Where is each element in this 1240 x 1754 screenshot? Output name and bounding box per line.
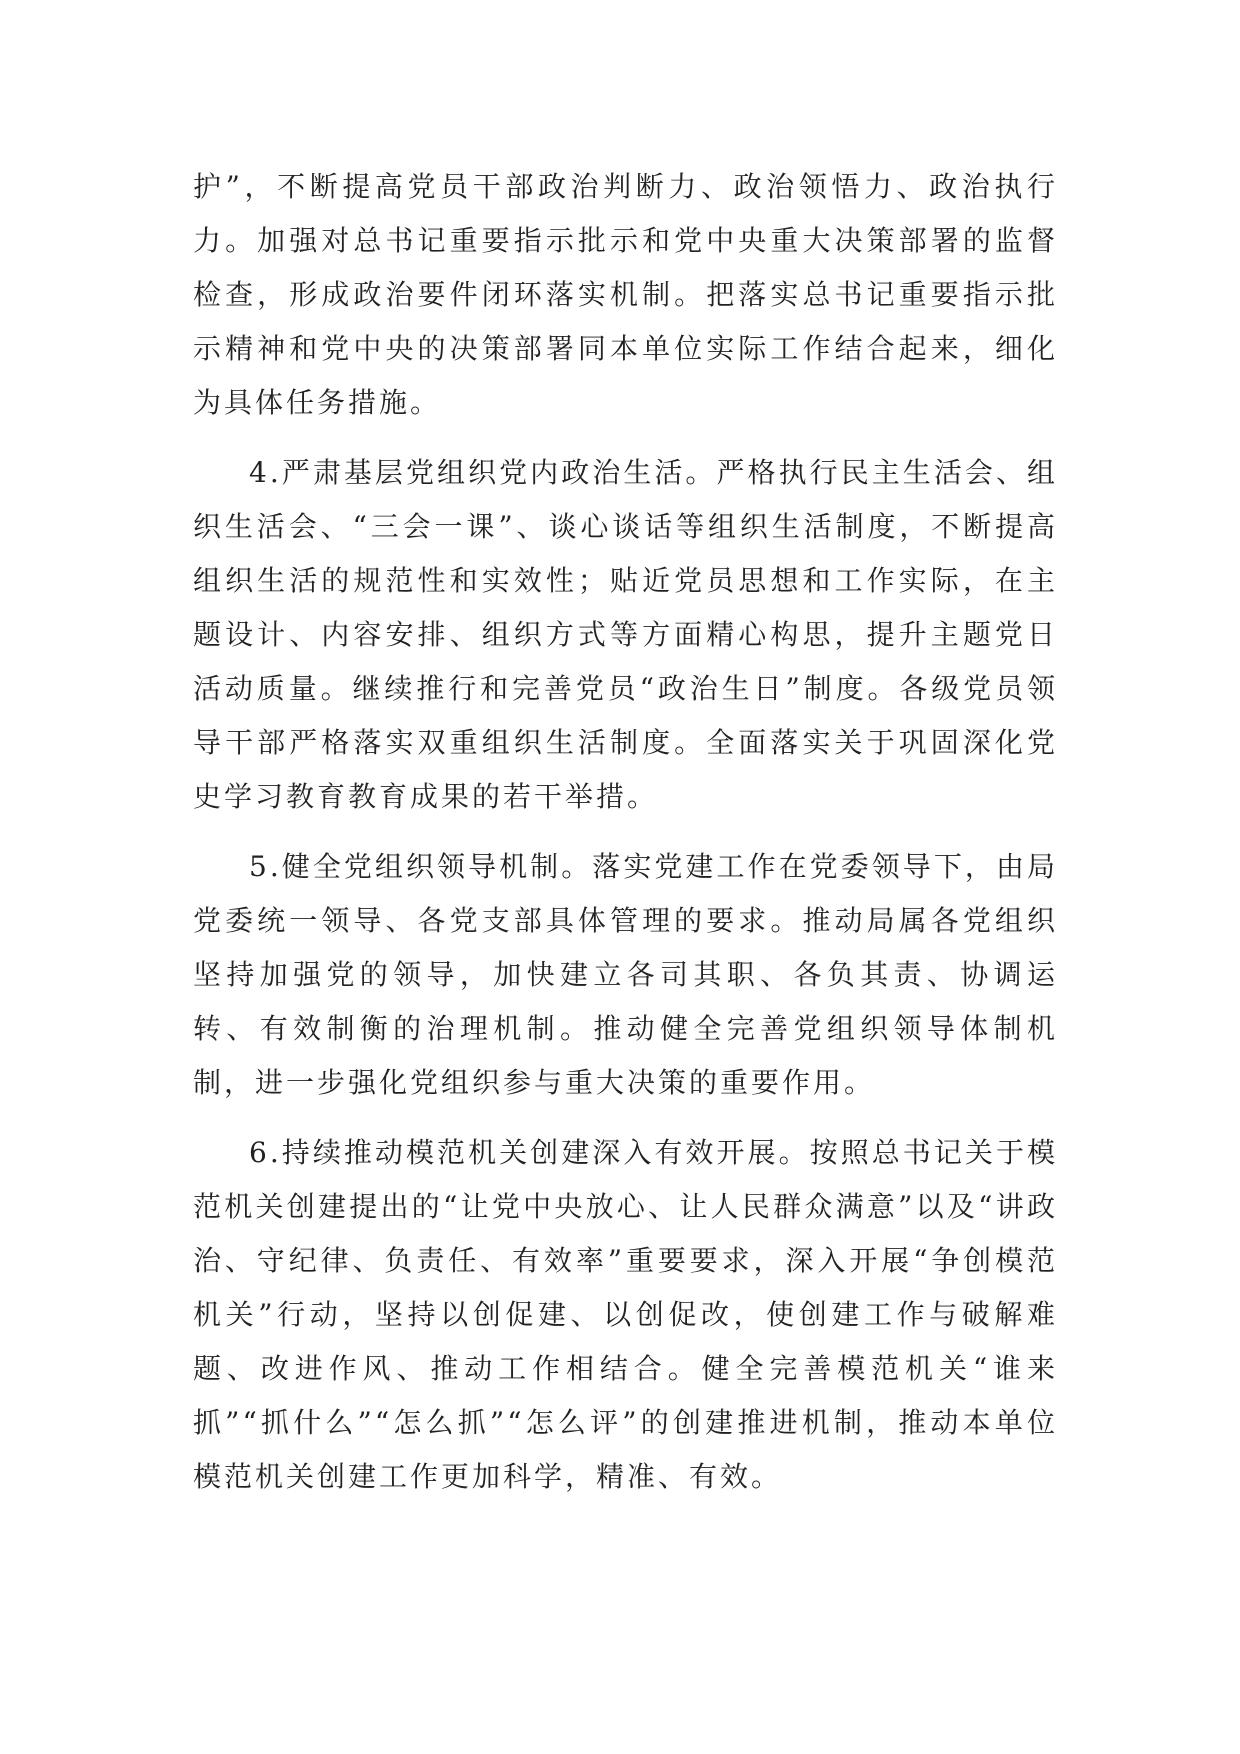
paragraph-continuation: 护”，不断提高党员干部政治判断力、政治领悟力、政治执行力。加强对总书记重要指示批示和党中央重大决策部署的监督检查，形成政治要件闭环落实机制。把落实总书记重要指示批示精神和党中央的决策部署同本单位实际工作结合起来，细化为具体任务措施。	[193, 170, 1058, 419]
paragraph-item-4: 4.严肃基层党组织党内政治生活。严格执行民主生活会、组织生活会、“三会一课”、谈心谈话等组织生活制度，不断提高组织生活的规范性和实效性；贴近党员思想和工作实际，在主题设计、内容安排、组织方式等方面精心构思，提升主题党日活动质量。继续推行和完善党员“政治生日”制度。各级党员领导干部严格落实双重组织生活制度。全面落实关于巩固深化党史学习教育教育成果的若干举措。	[193, 456, 1058, 813]
paragraph-item-6: 6.持续推动模范机关创建深入有效开展。按照总书记关于模范机关创建提出的“让党中央放心、让人民群众满意”以及“讲政治、守纪律、负责任、有效率”重要要求，深入开展“争创模范机关”行动，坚持以创促建、以创促改，使创建工作与破解难题、改进作风、推动工作相结合。健全完善模范机关“谁来抓”“抓什么”“怎么抓”“怎么评”的创建推进机制，推动本单位模范机关创建工作更加科学，精准、有效。	[193, 1136, 1058, 1493]
paragraph-item-5: 5.健全党组织领导机制。落实党建工作在党委领导下，由局党委统一领导、各党支部具体管理的要求。推动局属各党组织坚持加强党的领导，加快建立各司其职、各负其责、协调运转、有效制衡的治理机制。推动健全完善党组织领导体制机制，进一步强化党组织参与重大决策的重要作用。	[193, 850, 1058, 1099]
document-body	[193, 160, 1058, 1520]
